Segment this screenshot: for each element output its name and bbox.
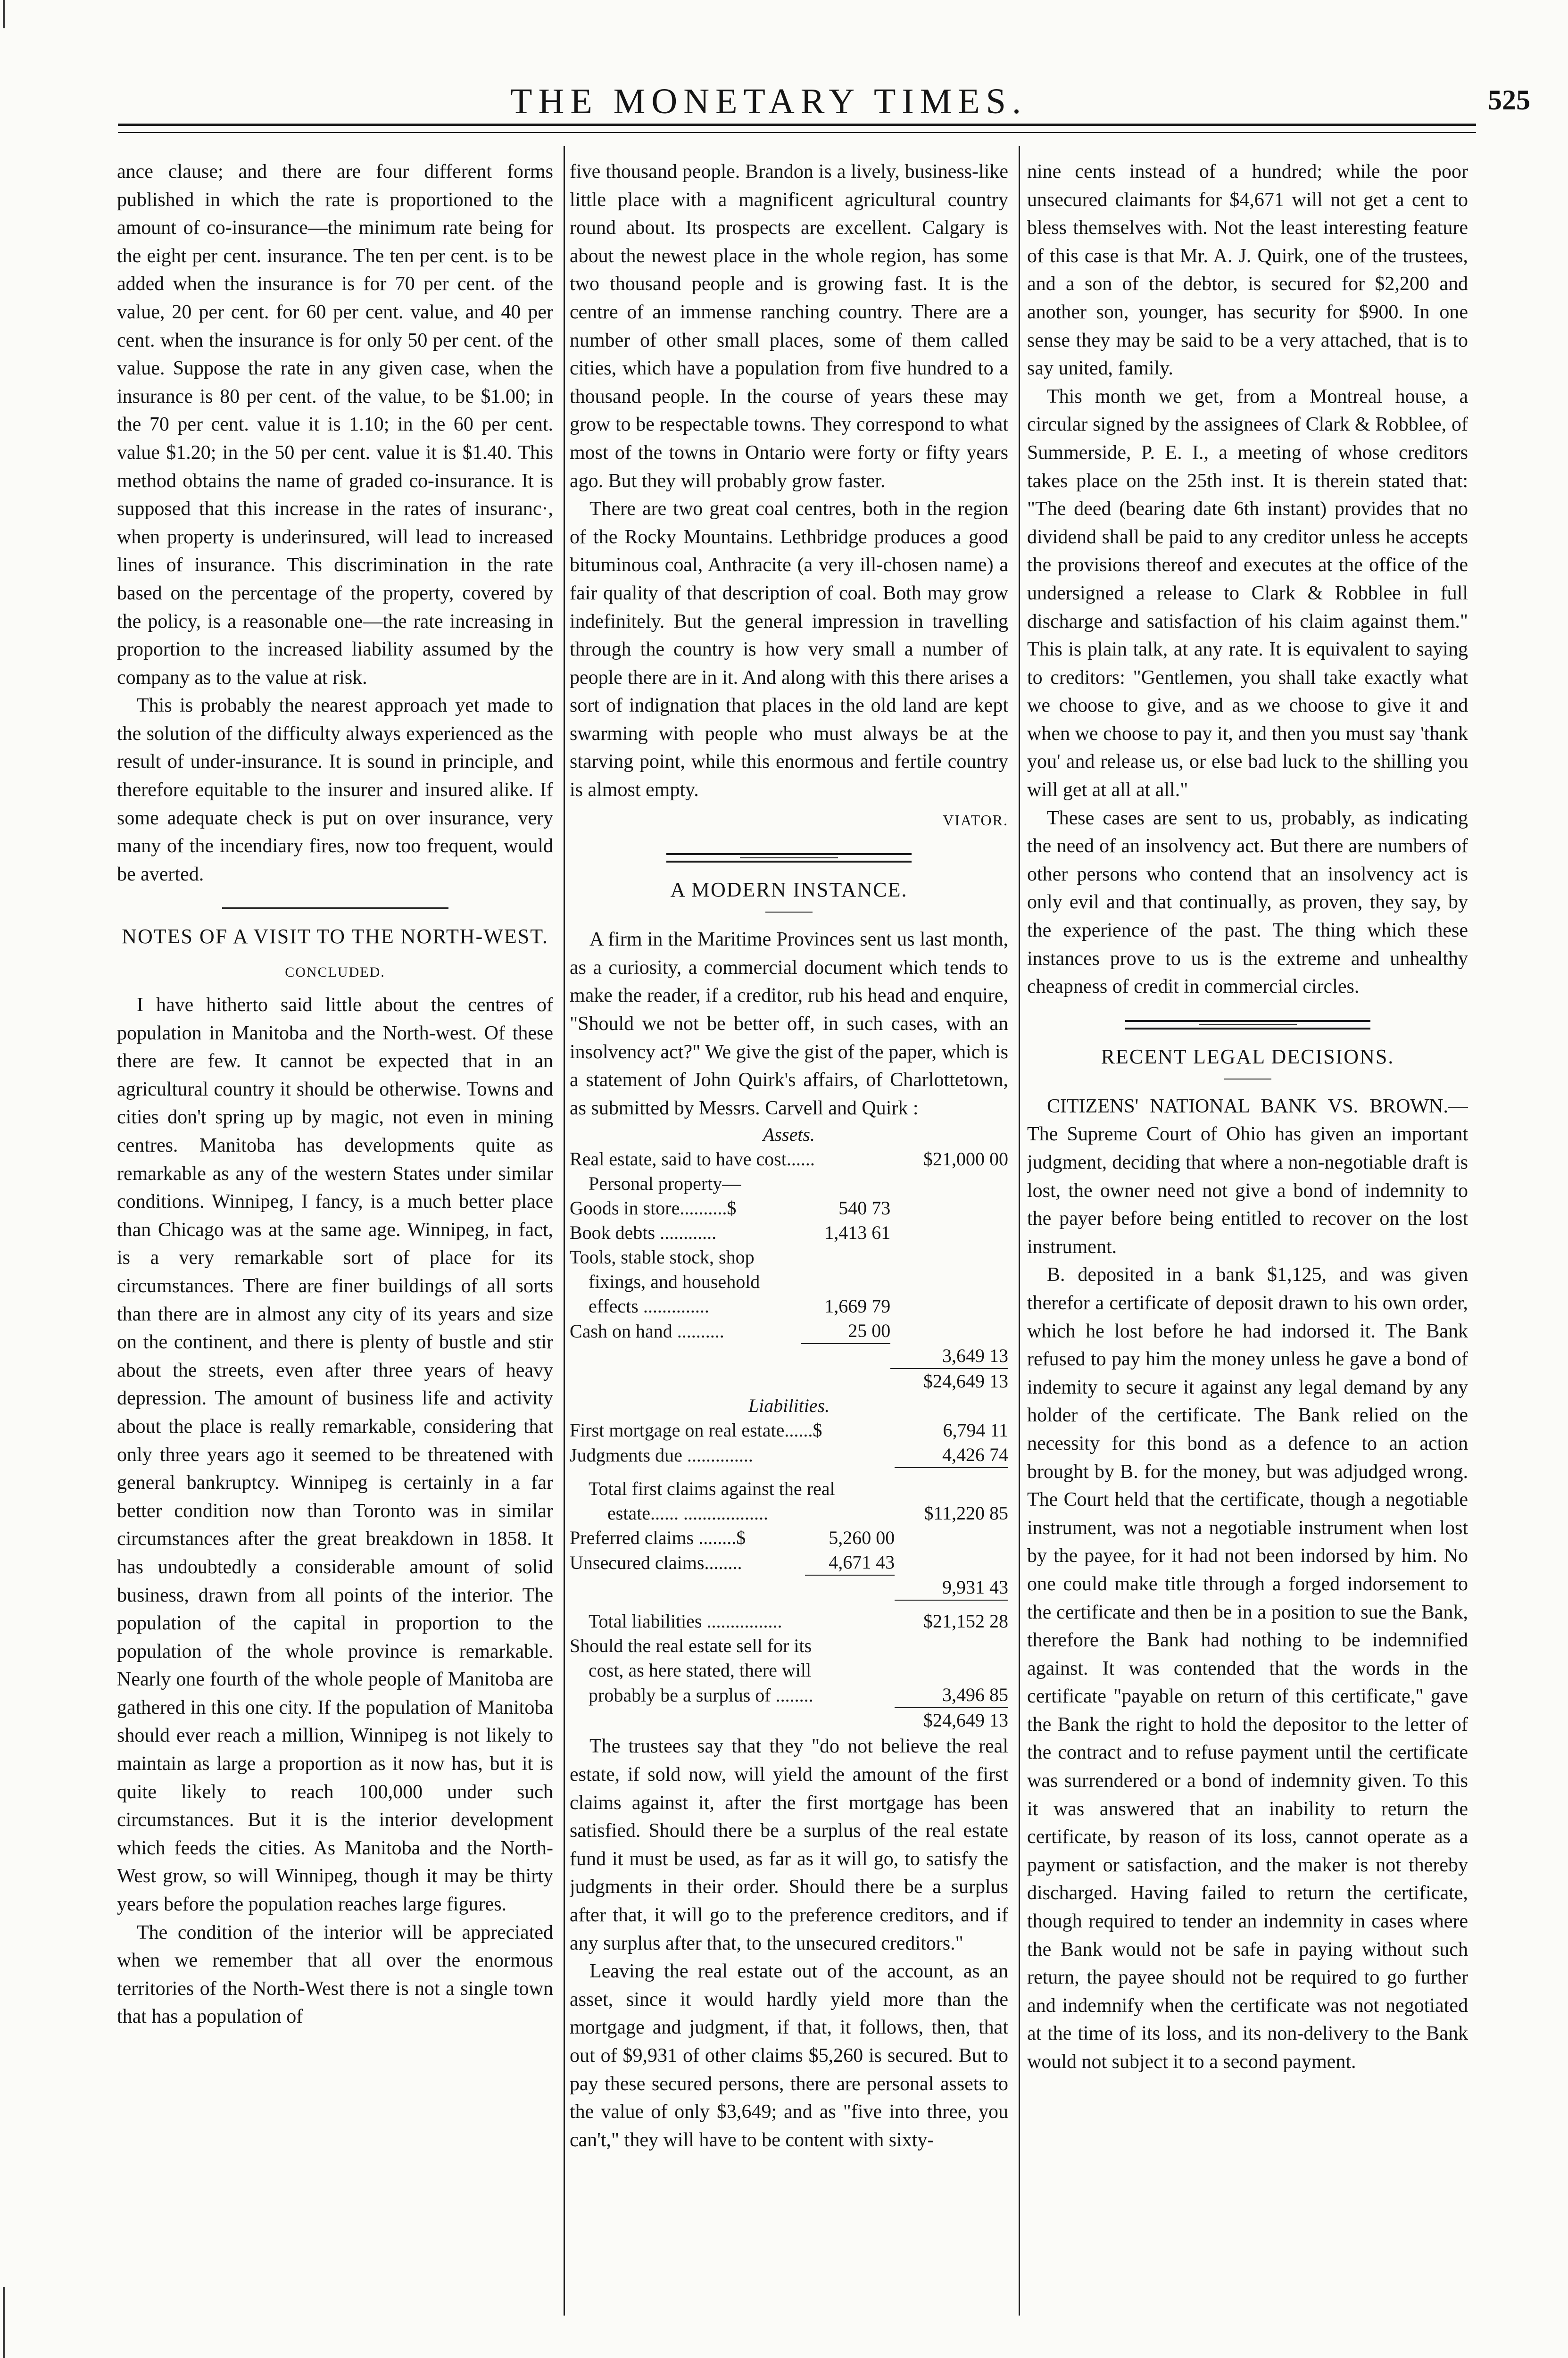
page-header (0, 0, 1568, 141)
heading-rule (765, 912, 813, 913)
column-1 (117, 158, 553, 2308)
table-row: Book debts ............ 1,413 61 (570, 1222, 891, 1244)
article-heading: A MODERN INSTANCE. (670, 878, 908, 902)
table-row: Total first claims against the real (589, 1478, 835, 1500)
table-row: Goods in store..........$ 540 73 (570, 1197, 891, 1219)
case-summary: —The Supreme Court of Ohio has given an important judgment, deciding that where a non-negotiable draft is lost, the owner need not give a bond of indemnity to the payer before being entitled to recover on the lost instrument. (1027, 1095, 1468, 1258)
table-row: 3,649 13 (570, 1344, 1008, 1369)
table-row: $24,649 13 (570, 1708, 1008, 1733)
case-title: CITIZENS' NATIONAL BANK VS. BROWN. (1047, 1095, 1448, 1117)
section-rule (1125, 1020, 1370, 1030)
table-row: effects .............. 1,669 79 (589, 1295, 891, 1317)
statement-table (570, 1147, 1008, 1394)
table-row: Real estate, said to have cost...... $21,000 00 (570, 1148, 1008, 1170)
financial-statement (570, 1122, 1008, 1733)
section-rule (222, 907, 448, 909)
paragraph: A firm in the Maritime Provinces sent us last month, as a curiosity, a commercial document which tends to make the reader, if a creditor, rub his head and enquire, "Should we not be better off, in such cases, with an insolvency act?" We give the gist of the paper, which is a statement of John Quirk's affairs, of Charlottetown, as submitted by Messrs. Carvell and Quirk : (570, 929, 1008, 1119)
paragraph (1027, 1093, 1468, 1262)
table-row: Preferred claims ........$ 5,260 00 (570, 1527, 895, 1549)
column-3 (1027, 158, 1468, 2308)
table-row: 9,931 43 (570, 1575, 1008, 1600)
header-rule-thick (118, 124, 1476, 126)
paragraph: These cases are sent to us, probably, as indicating the need of an insolvency act. But there are numbers of other persons who contend that an insolvency act is only evil and that continually, as proven, they say, by the experience of the past. The thing which these instances prove to us is the extreme and unhealthy cheapness of credit in commercial circles. (1027, 807, 1468, 998)
liabilities-caption: Liabilities. (748, 1395, 830, 1417)
table-row: cost, as here stated, there will (589, 1660, 812, 1681)
article-subheading: CONCLUDED. (285, 964, 385, 980)
paragraph: This is probably the nearest approach yet made to the solution of the difficulty always experienced as the result of under-insurance. It is sound in principle, and therefore equitable to the insurer and insured alike. If some adequate check is put on over insurance, very many of the incendiary fires, now too frequent, would be averted. (117, 695, 553, 885)
page-number: 525 (1488, 84, 1530, 116)
assets-caption: Assets. (763, 1124, 815, 1146)
article-heading: NOTES OF A VISIT TO THE NORTH-WEST. (122, 925, 548, 948)
paragraph: There are two great coal centres, both in the region of the Rocky Mountains. Lethbridge produces a good bituminous coal, Anthracite (a very ill-chosen name) a fair quality of that description of coal. Both may grow indefinitely. But the general impression in travelling through the country is how very small a number of people there are in it. And along with this there arises a sort of indignation that places in the old land are kept swarming with people who must always be at the starving point, while this enormous and fertile country is almost empty. (570, 498, 1008, 801)
column-divider (564, 146, 565, 2316)
paragraph: nine cents instead of a hundred; while the poor unsecured claimants for $4,671 will not get a cent to bless themselves with. Not the least interesting feature of this case is that Mr. A. J. Quirk, one of the trustees, and a son of the debtor, is secured for $2,200 and another son, younger, has security for $900. In one sense they may be said to be a very attached, that is to say united, family. (1027, 161, 1468, 380)
paragraph: ance clause; and there are four different forms published in which the rate is proportioned to the amount of co-insurance—the minimum rate being for the eight per cent. insurance. The ten per cent. is to be added when the insurance is for 70 per cent. of the value, 20 per cent. for 60 per cent. value, and 40 per cent. when the insurance is for only 50 per cent. of the value. Suppose the rate in any given case, when the insurance is 80 per cent. of the value, to be $1.00; in the 70 per cent. value it is 1.10; in the 60 per cent. value $1.20; in the 50 per cent. value it is $1.40. This method obtains the name of graded co-insurance. It is supposed that this increase in the rates of insuranc·, when property is underinsured, will lead to increased lines of insurance. This discrimination in the rate based on the percentage of the property, covered by the policy, is a reasonable one—the rate increasing in proportion to the increased liability assumed by the company as to the value at risk. (117, 161, 553, 689)
paragraph: five thousand people. Brandon is a lively, business-like little place with a magnificent agricultural country round about. Its prospects are excellent. Calgary is about the newest place in the whole region, has some two thousand people and is growing fast. It is the centre of an immense ranching country. There are a number of other small places, some of them called cities, which have a population from five hundred to a thousand people. In the course of years these may grow to be respectable towns. They correspond to what most of the towns in Ontario were forty or fifty years ago. But they will probably grow faster. (570, 161, 1008, 492)
paragraph: The trustees say that they "do not believe the real estate, if sold now, will yield the amount of the first claims against it, after the first mortgage has been satisfied. Should there be a surplus of the real estate fund it must be used, as far as it will go, to satisfy the judgments in their order. Should there be a surplus after that, it will go to the preference creditors, and if any surplus after that, to the unsecured creditors." (570, 1735, 1008, 1954)
table-row: estate...... .................. $11,220 85 (607, 1503, 1008, 1524)
section-rule (666, 853, 912, 863)
table-row: First mortgage on real estate......$ 6,794 11 (570, 1420, 1008, 1441)
table-row: Personal property— (589, 1173, 741, 1195)
table-row: Tools, stable stock, shop (570, 1246, 755, 1268)
table-row: probably be a surplus of ........ 3,496 85 (589, 1684, 1008, 1706)
journal-title: THE MONETARY TIMES. (510, 82, 1027, 121)
paragraph: I have hitherto said little about the centres of population in Manitoba and the North-west. Of these there are few. It cannot be expected that in an agricultural country it should be otherwise. Towns and cities don't spring up by magic, not even in mining centres. Manitoba has developments quite as remarkable as any of the western States under similar conditions. Winnipeg, I fancy, is a much better place than Chicago was at the same age. Winnipeg, in fact, is a very remarkable sort of place for its circumstances. There are finer buildings of all sorts than there are in almost any city of its years and size on the continent, and there is plenty of bustle and stir about the streets, even after three years of heavy depression. The amount of business life and activity about the place is really remarkable, considering that only three years ago it seemed to be threatened with general bankruptcy. Winnipeg is certainly in a far better condition now than Toronto was in similar circumstances after the great breakdown in 1858. It has undoubtedly a considerable amount of solid business, drawn from all points of the interior. The population of the capital in proportion to the population of the whole province is remarkable. Nearly one fourth of the whole people of Manitoba are gathered in this one city. If the population of Manitoba should ever reach a million, Winnipeg is not likely to maintain as large a proportion as it now has, but it is quite likely to reach 100,000 under such circumstances. But it is the interior development which feeds the cities. As Manitoba and the North-West grow, so will Winnipeg, though it may be thirty years before the population reaches large figures. (117, 994, 553, 1916)
article-heading: RECENT LEGAL DECISIONS. (1101, 1045, 1394, 1068)
table-row: Should the real estate sell for its (570, 1635, 812, 1657)
scan-edge-mark (3, 2287, 5, 2358)
statement-table (570, 1418, 1008, 1733)
paragraph: Leaving the real estate out of the account, as an asset, since it would hardly yield more than the mortgage and judgment, if that, it follows, then, that out of $9,931 of other claims $5,260 is secured. But to pay these secured persons, there are personal assets to the value of only $3,649; and as "five into three, you can't," they will have to be content with sixty- (570, 1960, 1008, 2151)
table-row: Cash on hand .......... 25 00 (570, 1320, 891, 1342)
table-row: $24,649 13 (570, 1369, 1008, 1394)
column-divider (1019, 146, 1020, 2316)
paragraph: This month we get, from a Montreal house, a circular signed by the assignees of Clark & Robblee, of Summerside, P. E. I., a meeting of whose creditors takes place on the 25th inst. It is therein stated that: "The deed (bearing date 6th instant) provides that no dividend shall be paid to any creditor unless he accepts the provisions thereof and executes at the office of the undersigned a release to Clark & Robblee in full discharge and satisfaction of his claim against them." This is plain talk, at any rate. It is equivalent to saying to creditors: "Gentlemen, you shall take exactly what we choose to give, and as we choose to give it and when we choose to pay it, and then you must say 'thank you' and release us, or else bad luck to the shilling you will get at all at all." (1027, 385, 1468, 801)
header-rule-thin (118, 132, 1476, 133)
table-row: fixings, and household (589, 1271, 760, 1293)
column-2 (570, 158, 1008, 2308)
table-row (570, 1600, 1008, 1609)
paragraph: The condition of the interior will be appreciated when we remember that all over the enormous territories of the North-West there is not a single town that has a population of (117, 1921, 553, 2028)
table-row (570, 1468, 1008, 1477)
table-row: Judgments due .............. 4,426 74 (570, 1444, 1008, 1466)
table-row: Total liabilities ................ $21,152 28 (589, 1611, 1008, 1632)
scan-edge-mark (3, 0, 5, 28)
paragraph: B. deposited in a bank $1,125, and was given therefor a certificate of deposit drawn to his own order, which he lost before he had indorsed it. The Bank refused to pay him the money unless he gave a bond of indemity to secure it against any legal demand by any holder of the certificate. The Bank relied on the necessity for this bond as a defence to an action brought by B. for the money, but was adjudged wrong. The Court held that the certificate, though a negotiable instrument, was not a negotiable instrument when lost by the payee, for it had not been indorsed by him. No one could make title through a forged indorsement to the certificate and then be in a position to sue the Bank, therefore the Bank had nothing to be indemnified against. It was contended that the words in the certificate "payable on return of this certificate," gave the Bank the right to hold the depositor to the letter of the contract and to refuse payment until the certificate was surrendered or a bond of indemnity given. To this it was answered that an inability to return the certificate, by reason of its loss, cannot operate as a payment or satisfaction, and the maker is not thereby discharged. Having failed to return the certificate, though required to tender an indemnity in cases where the Bank would not be safe in paying without such return, the payee should not be required to go further and indemnify when the certificate was not negotiated at the time of its loss, and its non-delivery to the Bank would not subject it to a second payment. (1027, 1264, 1468, 2073)
author-signature: VIATOR. (943, 811, 1008, 829)
table-row: Unsecured claims........ 4,671 43 (570, 1552, 895, 1574)
